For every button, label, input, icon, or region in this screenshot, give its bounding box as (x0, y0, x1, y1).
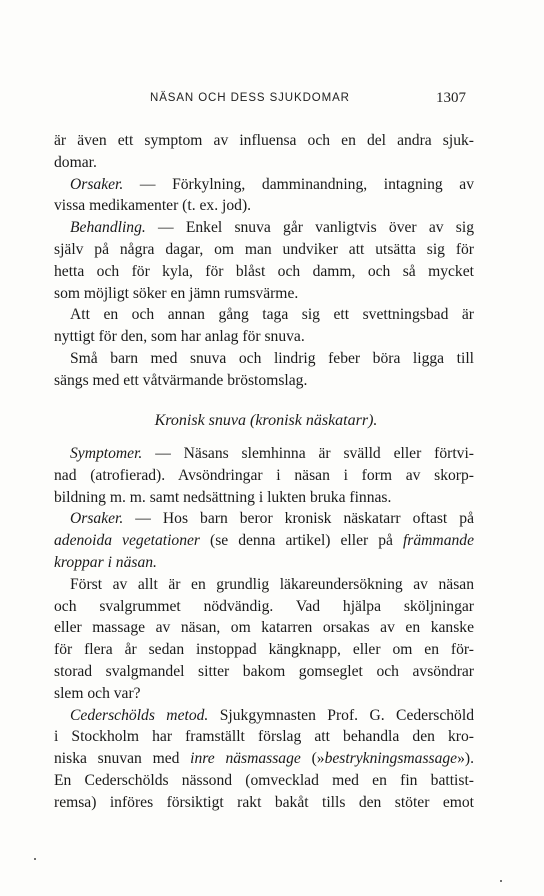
line-text: storad svalgmandel sitter bakom gomseglet och avsöndrar (54, 662, 474, 680)
text-line (54, 304, 474, 326)
text-line (54, 195, 474, 217)
text-line (54, 326, 474, 348)
text-line (54, 596, 474, 618)
text-line (54, 174, 474, 196)
section-heading (0, 412, 544, 430)
line-text: niska snuvan med (54, 750, 191, 768)
line-text: — Hos barn beror kronisk näskatarr oftast på (123, 510, 474, 528)
section-heading-text: Kronisk snuva (kronisk näskatarr). (154, 412, 378, 429)
text-line (54, 705, 474, 727)
print-speck (34, 858, 36, 860)
text-line (54, 683, 474, 705)
text-line (54, 217, 474, 239)
text-line (54, 748, 474, 770)
text-line (54, 530, 474, 552)
line-text: »). (457, 750, 474, 768)
line-text: En Cederschölds nässond (omvecklad med en fin battist- (54, 771, 474, 789)
paragraph-label: Symptomer. (70, 445, 143, 462)
line-text: vissa medikamenter (t. ex. jod). (54, 197, 252, 215)
text-line (54, 370, 474, 392)
text-line (54, 239, 474, 261)
line-text: Sjukgymnasten Prof. G. Cederschöld (208, 706, 474, 724)
line-text: Att en och annan gång taga sig ett svettningsbad är (70, 306, 474, 324)
section-2-text (54, 443, 474, 814)
text-line (54, 465, 474, 487)
page-number: 1307 (436, 90, 466, 106)
text-line (54, 508, 474, 530)
text-line (54, 792, 474, 814)
italic-term: adenoida vegetationer (54, 532, 200, 550)
line-text: eller massage av näsan, om katarren orsakas av en kanske (54, 619, 474, 637)
text-line (54, 726, 474, 748)
text-line (54, 443, 474, 465)
line-text: bildning m. m. samt nedsättning i lukten bruka finnas. (54, 488, 392, 506)
text-line (54, 552, 474, 574)
line-text: Små barn med snuva och lindrig feber böra ligga till (70, 349, 474, 367)
text-line (54, 261, 474, 283)
line-text: nad (atrofierad). Avsöndringar i näsan i form av skorp- (54, 466, 474, 484)
italic-term: bestrykningsmassage (324, 750, 458, 768)
line-text: (se denna artikel) eller på (200, 532, 403, 550)
paragraph-label: Orsaker. (70, 510, 124, 528)
line-text: Först av allt är en grundlig läkareundersökning av näsan (70, 575, 474, 593)
italic-term: främmande (402, 532, 475, 550)
line-text: själv på några dagar, om man undviker att utsätta sig för (54, 240, 474, 258)
page-header (0, 92, 544, 112)
italic-term: kroppar i näsan. (54, 553, 157, 571)
line-text: och svalgrummet nödvändig. Vad hjälpa sköljningar (54, 597, 474, 615)
line-text: remsa) införes försiktigt rakt bakåt tills den stöter emot (54, 793, 474, 811)
text-line (54, 770, 474, 792)
line-text: — Näsans slemhinna är svälld eller förtvi- (142, 445, 474, 462)
line-text: sängs med ett våtvärmande bröstomslag. (54, 371, 308, 389)
line-text: som möjligt söker en jämn rumsvärme. (54, 284, 299, 302)
line-text: (» (300, 750, 325, 768)
line-text: domar. (54, 153, 97, 171)
text-line (54, 130, 474, 152)
line-text: nyttigt för den, som har anlag för snuva. (54, 328, 305, 346)
text-line (54, 574, 474, 596)
line-text: slem och var? (54, 684, 141, 702)
text-line (54, 152, 474, 174)
text-line (54, 617, 474, 639)
text-line (54, 487, 474, 509)
paragraph-label: Cederschölds metod. (70, 706, 209, 724)
line-text: är även ett symptom av influensa och en del andra sjuk- (54, 132, 474, 149)
text-line (54, 348, 474, 370)
italic-term: inre näsmassage (190, 750, 301, 768)
line-text: — Förkylning, damminandning, intagning av (123, 175, 474, 193)
text-line (54, 283, 474, 305)
text-line (54, 661, 474, 683)
text-line (54, 639, 474, 661)
line-text: för flera år sedan instoppad kängknapp, eller om en för- (54, 641, 474, 659)
paragraph-label: Behandling. (70, 219, 146, 237)
section-1-text (54, 130, 474, 392)
paragraph-label: Orsaker. (70, 175, 124, 193)
running-head: NÄSAN OCH DESS SJUKDOMAR (150, 92, 350, 104)
line-text: — Enkel snuva går vanligtvis över av sig (145, 219, 474, 237)
line-text: hetta och för kyla, för blåst och damm, och så mycket (54, 262, 474, 280)
print-speck (500, 880, 502, 882)
line-text: i Stockholm har framställt förslag att behandla den kro- (54, 728, 474, 746)
